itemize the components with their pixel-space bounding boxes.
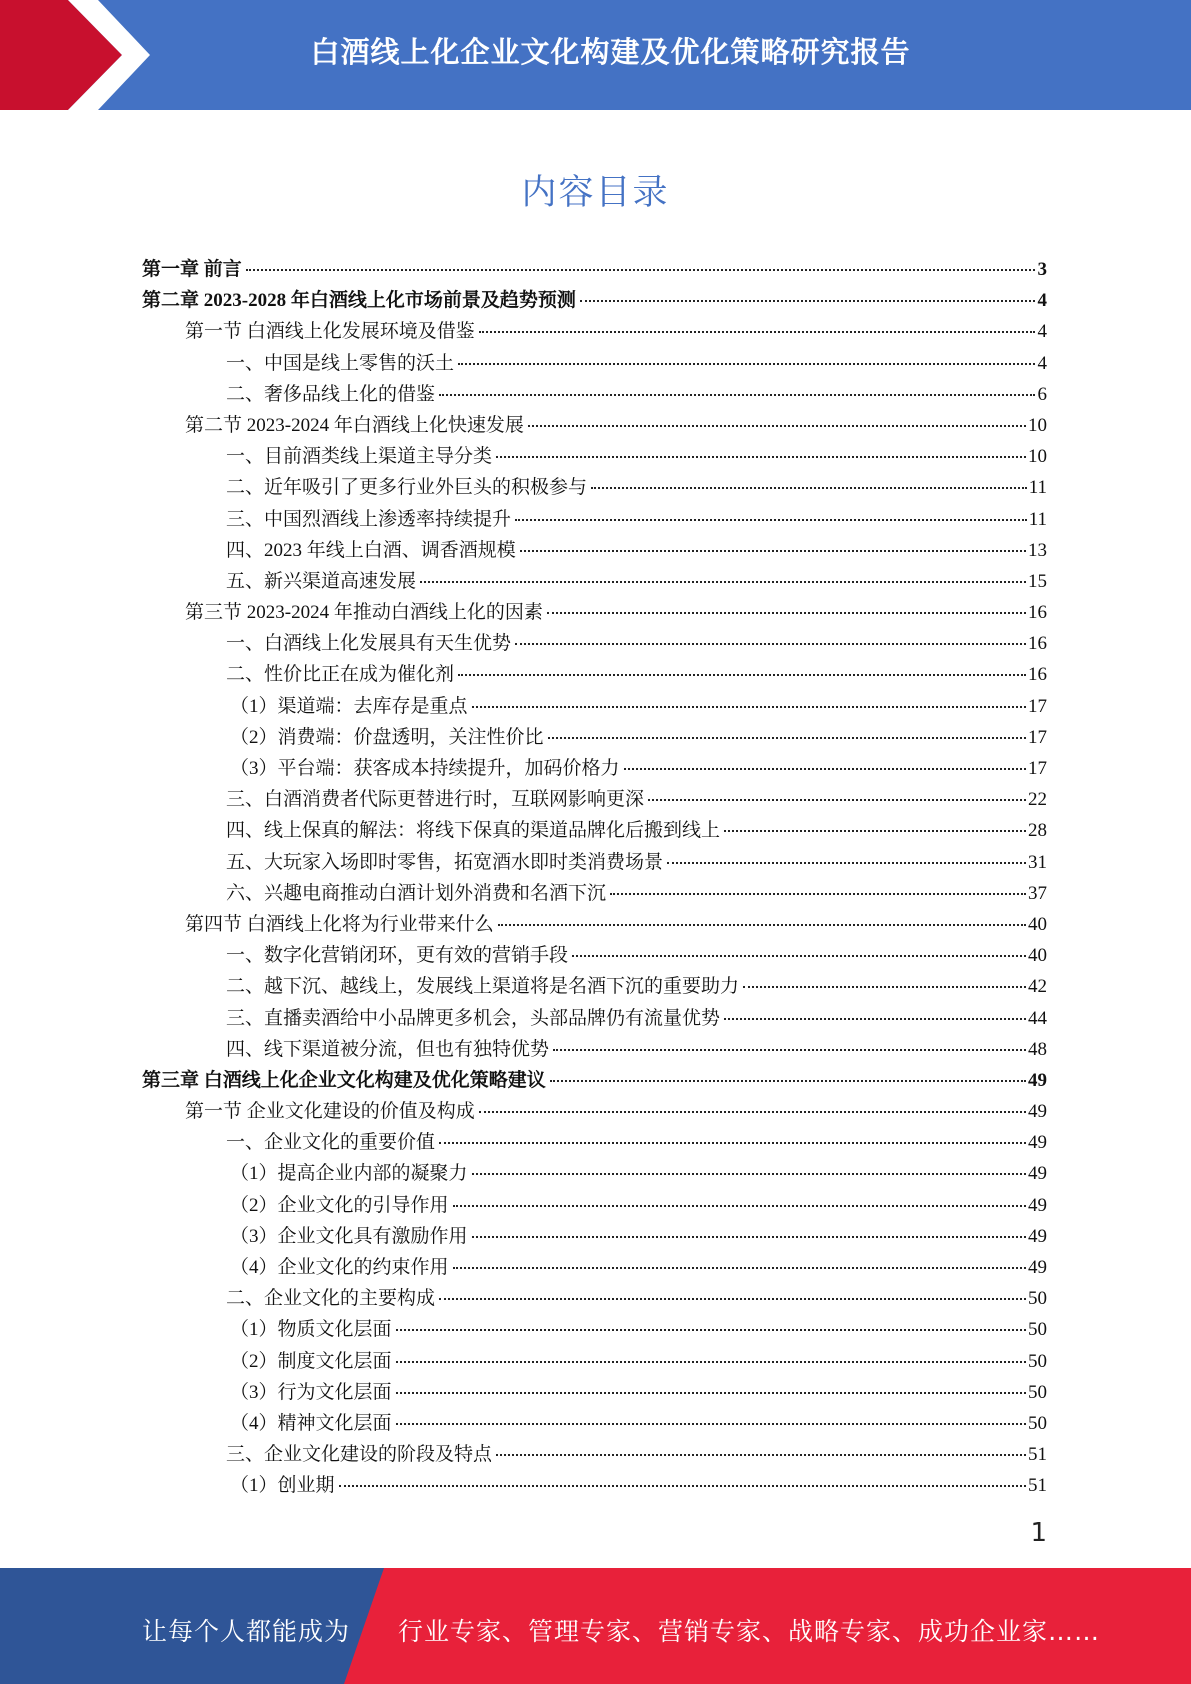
toc-entry[interactable]: [142, 1065, 1047, 1096]
footer-slogan-right: 行业专家、管理专家、营销专家、战略专家、成功企业家……: [398, 1617, 1101, 1646]
report-title: 白酒线上化企业文化构建及优化策略研究报告: [310, 35, 911, 69]
toc-entry-page: 22: [1028, 789, 1047, 811]
toc-entry-title: （1）提高企业内部的凝聚力: [230, 1163, 468, 1185]
toc-entry-title: 三、中国烈酒线上渗透率持续提升: [226, 508, 512, 530]
toc-dot-leader: [547, 612, 1026, 614]
toc-dot-leader: [553, 1049, 1026, 1051]
toc-dot-leader: [458, 674, 1026, 676]
toc-entry[interactable]: [142, 1439, 1047, 1470]
toc-dot-leader: [472, 706, 1026, 708]
toc-entry-page: 4: [1037, 321, 1047, 343]
toc-entry-page: 10: [1028, 414, 1047, 436]
toc-entry-page: 4: [1037, 290, 1047, 312]
toc-dot-leader: [610, 893, 1026, 895]
toc-entry[interactable]: [142, 847, 1047, 878]
toc-entry-title: 二、企业文化的主要构成: [226, 1288, 436, 1310]
toc-entry-title: 六、兴趣电商推动白酒计划外消费和名酒下沉: [226, 882, 607, 904]
toc-entry-title: （1）创业期: [230, 1475, 335, 1497]
toc-entry[interactable]: [142, 722, 1047, 753]
toc-entry-title: （4）精神文化层面: [230, 1412, 392, 1434]
toc-dot-leader: [479, 1111, 1026, 1113]
toc-entry-page: 6: [1037, 383, 1047, 405]
toc-entry[interactable]: [142, 971, 1047, 1002]
toc-dot-leader: [624, 768, 1026, 770]
toc-entry-page: 50: [1028, 1381, 1047, 1403]
toc-entry-title: 一、中国是线上零售的沃土: [226, 352, 455, 374]
toc-entry-page: 31: [1028, 851, 1047, 873]
toc-dot-leader: [439, 394, 1035, 396]
toc-dot-leader: [396, 1423, 1026, 1425]
toc-entry-page: 49: [1028, 1132, 1047, 1154]
toc-entry[interactable]: [142, 566, 1047, 597]
toc-entry-page: 16: [1028, 602, 1047, 624]
footer-slogan-left: 让每个人都能成为: [142, 1617, 351, 1646]
toc-entry-page: 50: [1028, 1319, 1047, 1341]
toc-entry-page: 50: [1028, 1350, 1047, 1372]
toc-dot-leader: [591, 487, 1027, 489]
toc-entry[interactable]: [142, 535, 1047, 566]
toc-entry[interactable]: [142, 691, 1047, 722]
toc-entry[interactable]: [142, 348, 1047, 379]
toc-entry[interactable]: [142, 940, 1047, 971]
toc-entry[interactable]: [142, 410, 1047, 441]
toc-entry-page: 51: [1028, 1475, 1047, 1497]
toc-dot-leader: [396, 1392, 1026, 1394]
toc-entry-title: 二、近年吸引了更多行业外巨头的积极参与: [226, 477, 588, 499]
toc-entry-title: 三、白酒消费者代际更替进行时，互联网影响更深: [226, 789, 645, 811]
toc-dot-leader: [439, 1142, 1026, 1144]
toc-dot-leader: [667, 862, 1026, 864]
toc-entry[interactable]: [142, 316, 1047, 347]
toc-entry-page: 48: [1028, 1038, 1047, 1060]
toc-entry-page: 10: [1028, 446, 1047, 468]
toc-entry-title: 四、线上保真的解法：将线下保真的渠道品牌化后搬到线上: [226, 820, 721, 842]
toc-entry-title: 第三节 2023-2024 年推动白酒线上化的因素: [185, 602, 543, 624]
toc-dot-leader: [724, 830, 1026, 832]
toc-entry-title: （3）行为文化层面: [230, 1381, 392, 1403]
toc-entry-page: 49: [1028, 1257, 1047, 1278]
toc-dot-leader: [396, 1329, 1026, 1331]
toc-entry[interactable]: [142, 1221, 1047, 1252]
toc-entry-page: 49: [1028, 1225, 1047, 1247]
toc-entry-title: （2）制度文化层面: [230, 1350, 392, 1372]
toc-entry[interactable]: [142, 1377, 1047, 1408]
toc-entry-page: 50: [1028, 1412, 1047, 1434]
toc-dot-leader: [420, 581, 1026, 583]
toc-entry[interactable]: [142, 815, 1047, 846]
toc-dot-leader: [572, 955, 1026, 957]
toc-entry-page: 16: [1028, 664, 1047, 686]
toc-entry[interactable]: [142, 1252, 1047, 1283]
toc-entry-title: （2）企业文化的引导作用: [230, 1194, 449, 1216]
toc-dot-leader: [246, 269, 1035, 271]
toc-dot-leader: [472, 1236, 1026, 1238]
toc-entry-title: 第一章 前言: [142, 259, 242, 280]
toc-entry[interactable]: [142, 909, 1047, 940]
toc-dot-leader: [439, 1298, 1026, 1300]
toc-dot-leader: [515, 643, 1026, 645]
toc-entry-page: 28: [1028, 820, 1047, 842]
toc-dot-leader: [528, 425, 1026, 427]
toc-entry-title: 二、性价比正在成为催化剂: [226, 664, 455, 686]
toc-entry[interactable]: [142, 1408, 1047, 1439]
toc-entry-page: 42: [1028, 976, 1047, 998]
toc-entry-title: （3）平台端：获客成本持续提升，加码价格力: [230, 758, 620, 779]
toc-entry-title: （1）渠道端：去库存是重点: [230, 695, 468, 717]
toc-entry-page: 37: [1028, 882, 1047, 904]
toc-entry-page: 49: [1028, 1069, 1047, 1091]
toc-entry-title: 第三章 白酒线上化企业文化构建及优化策略建议: [142, 1069, 546, 1091]
toc-entry[interactable]: [142, 1003, 1047, 1034]
toc-entry-title: （3）企业文化具有激励作用: [230, 1225, 468, 1247]
toc-entry[interactable]: [142, 1283, 1047, 1314]
toc-dot-leader: [339, 1485, 1026, 1487]
toc-entry[interactable]: [142, 784, 1047, 815]
toc-entry-page: 17: [1028, 695, 1047, 717]
toc-entry-title: 一、数字化营销闭环，更有效的营销手段: [226, 945, 569, 967]
toc-entry[interactable]: [142, 597, 1047, 628]
toc-dot-leader: [550, 1080, 1026, 1082]
toc-entry-page: 4: [1037, 352, 1047, 374]
toc-entry-page: 49: [1028, 1163, 1047, 1185]
toc-entry-title: （1）物质文化层面: [230, 1319, 392, 1341]
footer-banner: [0, 1568, 1191, 1684]
toc-entry-page: 51: [1028, 1444, 1047, 1466]
toc-entry-title: （2）消费端：价盘透明，关注性价比: [230, 726, 544, 748]
toc-entry-page: 17: [1028, 726, 1047, 748]
toc-dot-leader: [743, 986, 1026, 988]
toc-entry-page: 13: [1028, 539, 1047, 561]
toc-entry-page: 16: [1028, 633, 1047, 655]
toc-entry-page: 3: [1037, 259, 1047, 280]
toc-dot-leader: [515, 519, 1027, 521]
toc-entry-page: 40: [1028, 913, 1047, 935]
toc-entry-title: 一、白酒线上化发展具有天生优势: [226, 633, 512, 655]
toc-dot-leader: [548, 737, 1026, 739]
toc-dot-leader: [520, 550, 1026, 552]
toc-entry-title: 二、越下沉、越线上，发展线上渠道将是名酒下沉的重要助力: [226, 976, 740, 998]
toc-entry-page: 49: [1028, 1101, 1047, 1123]
toc-entry[interactable]: [142, 1470, 1047, 1501]
toc-entry[interactable]: [142, 878, 1047, 909]
toc-entry[interactable]: [142, 472, 1047, 503]
toc-entry[interactable]: [142, 504, 1047, 535]
toc-entry-title: 第四节 白酒线上化将为行业带来什么: [185, 913, 494, 935]
toc-dot-leader: [396, 1361, 1026, 1363]
toc-entry[interactable]: [142, 1034, 1047, 1065]
toc-entry-page: 17: [1028, 758, 1047, 779]
toc-entry[interactable]: [142, 1314, 1047, 1345]
toc-dot-leader: [453, 1267, 1026, 1269]
toc-entry-title: 二、奢侈品线上化的借鉴: [226, 383, 436, 405]
toc-dot-leader: [648, 799, 1026, 801]
toc-entry-title: 四、2023 年线上白酒、调香酒规模: [226, 539, 516, 561]
toc-dot-leader: [498, 924, 1026, 926]
toc-entry-title: 四、线下渠道被分流，但也有独特优势: [226, 1038, 550, 1060]
table-of-contents: [142, 254, 1047, 1502]
toc-entry[interactable]: [142, 285, 1047, 316]
toc-entry[interactable]: [142, 1190, 1047, 1221]
toc-dot-leader: [724, 1018, 1026, 1020]
toc-entry[interactable]: [142, 628, 1047, 659]
toc-entry[interactable]: [142, 254, 1047, 285]
toc-entry-title: 第一节 企业文化建设的价值及构成: [185, 1101, 475, 1123]
page-number: 1: [1030, 1518, 1047, 1548]
toc-entry[interactable]: [142, 1346, 1047, 1377]
toc-entry[interactable]: [142, 753, 1047, 784]
toc-entry-page: 11: [1028, 508, 1047, 530]
toc-entry-title: （4）企业文化的约束作用: [230, 1257, 449, 1278]
toc-entry-page: 49: [1028, 1194, 1047, 1216]
toc-dot-leader: [496, 456, 1026, 458]
toc-dot-leader: [580, 300, 1035, 302]
toc-entry-title: 五、新兴渠道高速发展: [226, 570, 417, 592]
toc-entry-page: 44: [1028, 1007, 1047, 1029]
toc-heading: 内容目录: [521, 173, 670, 213]
report-header-banner: [0, 0, 1191, 110]
toc-entry-page: 11: [1028, 477, 1047, 499]
toc-entry[interactable]: [142, 1096, 1047, 1127]
toc-dot-leader: [453, 1205, 1026, 1207]
toc-entry[interactable]: [142, 1127, 1047, 1158]
toc-entry-title: 三、直播卖酒给中小品牌更多机会，头部品牌仍有流量优势: [226, 1007, 721, 1029]
toc-entry-page: 40: [1028, 945, 1047, 967]
toc-dot-leader: [472, 1173, 1026, 1175]
toc-dot-leader: [479, 331, 1035, 333]
toc-entry-title: 三、企业文化建设的阶段及特点: [226, 1444, 493, 1466]
toc-entry[interactable]: [142, 1158, 1047, 1189]
toc-entry-page: 50: [1028, 1288, 1047, 1310]
toc-entry[interactable]: [142, 659, 1047, 690]
toc-dot-leader: [458, 363, 1035, 365]
toc-entry-title: 五、大玩家入场即时零售，拓宽酒水即时类消费场景: [226, 851, 664, 873]
toc-entry[interactable]: [142, 441, 1047, 472]
toc-entry-title: 第二章 2023-2028 年白酒线上化市场前景及趋势预测: [142, 290, 576, 312]
toc-dot-leader: [496, 1454, 1026, 1456]
toc-entry-title: 一、目前酒类线上渠道主导分类: [226, 446, 493, 468]
toc-entry-page: 15: [1028, 570, 1047, 592]
toc-entry-title: 一、企业文化的重要价值: [226, 1132, 436, 1154]
toc-entry-title: 第二节 2023-2024 年白酒线上化快速发展: [185, 414, 524, 436]
toc-entry[interactable]: [142, 379, 1047, 410]
toc-entry-title: 第一节 白酒线上化发展环境及借鉴: [185, 321, 475, 343]
